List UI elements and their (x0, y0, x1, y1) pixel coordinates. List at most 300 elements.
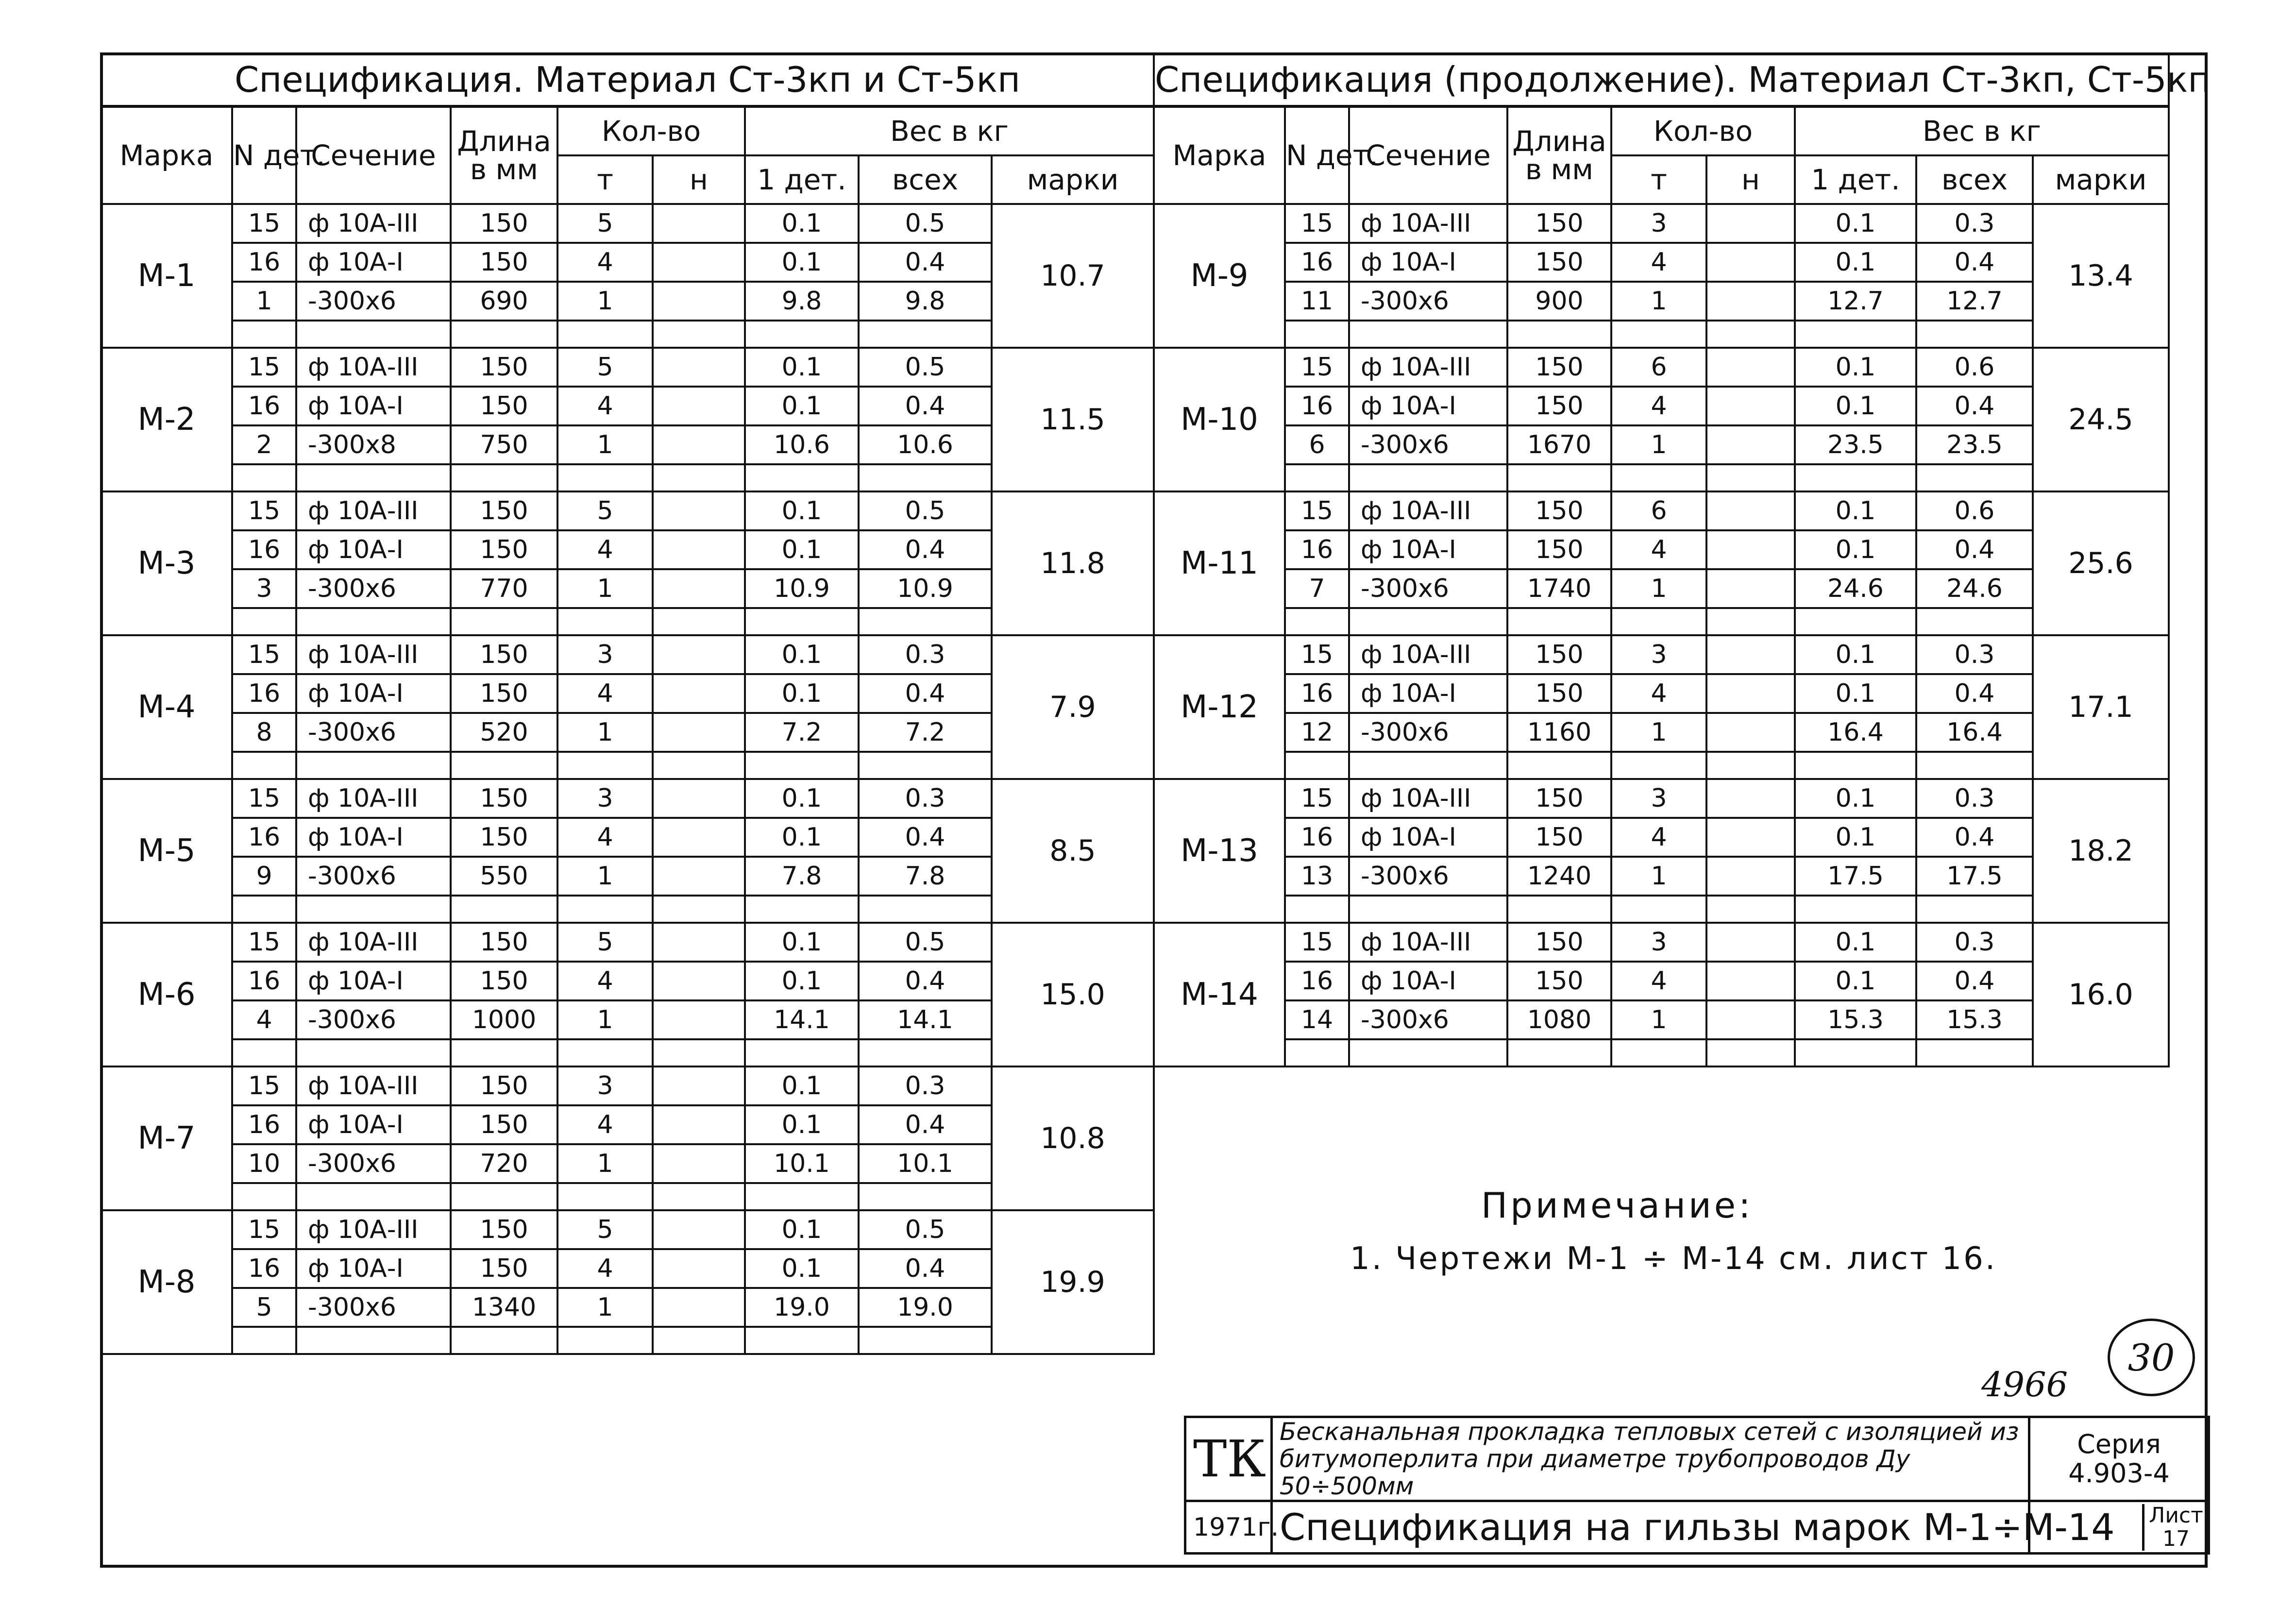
table-row (101, 779, 1154, 818)
weight-all-cell: 0.3 (1916, 635, 2033, 674)
section-cell: ф 10А-I (1349, 243, 1507, 282)
section-cell: ф 10А-III (1349, 491, 1507, 530)
weight-all-cell: 0.4 (859, 674, 992, 713)
empty-cell (296, 752, 451, 779)
qty-t-cell: 1 (1611, 425, 1706, 464)
mark-cell: М-3 (101, 491, 232, 635)
empty-cell (232, 896, 296, 923)
col-header-w-mark: марки (992, 155, 1154, 204)
col-header-length: Длина в мм (1507, 106, 1611, 204)
empty-cell (1349, 321, 1507, 348)
table-row (101, 923, 1154, 962)
empty-cell (1349, 752, 1507, 779)
weight-all-cell: 0.4 (1916, 243, 2033, 282)
empty-cell (451, 1039, 557, 1066)
weight-all-cell: 0.4 (859, 818, 992, 857)
col-header-mark: Марка (1154, 106, 1285, 204)
weight-one-cell: 0.1 (745, 779, 859, 818)
col-header-qty-n: н (653, 155, 745, 204)
qty-n-cell (1706, 348, 1795, 387)
empty-cell (1285, 321, 1349, 348)
weight-one-cell: 10.9 (745, 569, 859, 608)
empty-cell (1507, 896, 1611, 923)
weight-all-cell: 0.5 (859, 204, 992, 243)
qty-t-cell: 4 (1611, 387, 1706, 425)
section-cell: -300x6 (296, 713, 451, 752)
mark-cell: М-5 (101, 779, 232, 923)
section-cell: ф 10А-III (296, 779, 451, 818)
qty-t-cell: 1 (1611, 282, 1706, 321)
detail-number-cell: 16 (232, 530, 296, 569)
empty-cell (557, 1039, 653, 1066)
section-cell: ф 10А-III (1349, 348, 1507, 387)
title-block (1184, 1416, 2210, 1555)
empty-cell (859, 608, 992, 635)
section-cell: ф 10А-I (296, 1249, 451, 1288)
section-cell: ф 10А-III (296, 635, 451, 674)
detail-number-cell: 8 (232, 713, 296, 752)
empty-cell (745, 608, 859, 635)
section-cell: ф 10А-III (1349, 635, 1507, 674)
empty-cell (451, 608, 557, 635)
qty-t-cell: 1 (557, 1144, 653, 1183)
length-cell: 150 (451, 818, 557, 857)
length-cell: 1000 (451, 1000, 557, 1039)
detail-number-cell: 12 (1285, 713, 1349, 752)
qty-n-cell (653, 1066, 745, 1105)
empty-cell (1507, 608, 1611, 635)
weight-all-cell: 0.5 (859, 491, 992, 530)
section-cell: -300x6 (1349, 1000, 1507, 1039)
empty-cell (745, 1039, 859, 1066)
circled-page-number (2108, 1319, 2195, 1396)
weight-all-cell: 0.3 (1916, 204, 2033, 243)
empty-cell (745, 1327, 859, 1354)
detail-number-cell: 16 (232, 962, 296, 1000)
qty-t-cell: 4 (557, 1105, 653, 1144)
weight-one-cell: 0.1 (745, 348, 859, 387)
blank-row (1154, 608, 2169, 635)
empty-cell (296, 608, 451, 635)
empty-cell (1285, 1039, 1349, 1066)
qty-t-cell: 5 (557, 491, 653, 530)
length-cell: 150 (1507, 635, 1611, 674)
length-cell: 150 (451, 1066, 557, 1105)
section-cell: ф 10А-I (1349, 674, 1507, 713)
col-header-length: Длина в мм (451, 106, 557, 204)
weight-all-cell: 24.6 (1916, 569, 2033, 608)
length-cell: 150 (1507, 348, 1611, 387)
table-row (101, 635, 1154, 674)
empty-cell (1916, 464, 2033, 491)
spec-table-left (100, 52, 1155, 1355)
weight-one-cell: 7.2 (745, 713, 859, 752)
length-cell: 900 (1507, 282, 1611, 321)
length-cell: 770 (451, 569, 557, 608)
weight-one-cell: 0.1 (1795, 674, 1916, 713)
col-header-qty: Кол-во (1611, 106, 1795, 155)
empty-cell (859, 464, 992, 491)
weight-one-cell: 0.1 (1795, 243, 1916, 282)
empty-cell (653, 1183, 745, 1210)
qty-t-cell: 4 (1611, 818, 1706, 857)
section-cell: ф 10А-I (296, 243, 451, 282)
detail-number-cell: 15 (1285, 779, 1349, 818)
blank-row (1154, 321, 2169, 348)
table-row (1154, 282, 2169, 321)
left-table-title: Спецификация. Материал Ст-3кп и Ст-5кп (101, 53, 1154, 106)
empty-cell (1795, 608, 1916, 635)
section-cell: ф 10А-III (296, 1066, 451, 1105)
qty-t-cell: 4 (557, 818, 653, 857)
empty-cell (653, 608, 745, 635)
weight-one-cell: 0.1 (745, 491, 859, 530)
detail-number-cell: 1 (232, 282, 296, 321)
section-cell: -300x6 (1349, 282, 1507, 321)
length-cell: 1670 (1507, 425, 1611, 464)
qty-n-cell (1706, 204, 1795, 243)
empty-cell (1706, 896, 1795, 923)
mark-cell: М-8 (101, 1210, 232, 1354)
empty-cell (451, 1183, 557, 1210)
weight-all-cell: 0.6 (1916, 491, 2033, 530)
weight-all-cell: 0.4 (1916, 387, 2033, 425)
stamp-blank-cell (2030, 1504, 2144, 1551)
length-cell: 150 (1507, 923, 1611, 962)
detail-number-cell: 15 (1285, 491, 1349, 530)
weight-all-cell: 19.0 (859, 1288, 992, 1327)
empty-cell (1611, 321, 1706, 348)
stamp-series (2029, 1417, 2209, 1501)
empty-cell (232, 1183, 296, 1210)
qty-n-cell (1706, 818, 1795, 857)
qty-t-cell: 5 (557, 204, 653, 243)
weight-mark-total: 25.6 (2033, 491, 2169, 635)
weight-mark-total: 15.0 (992, 923, 1154, 1066)
empty-cell (859, 1183, 992, 1210)
qty-t-cell: 4 (1611, 674, 1706, 713)
length-cell: 1740 (1507, 569, 1611, 608)
length-cell: 150 (1507, 491, 1611, 530)
length-cell: 150 (451, 491, 557, 530)
note-title: Примечание: (1481, 1185, 1754, 1226)
qty-t-cell: 1 (1611, 569, 1706, 608)
qty-n-cell (653, 857, 745, 896)
sheet-label: Лист (2149, 1503, 2203, 1528)
qty-t-cell: 5 (557, 1210, 653, 1249)
qty-t-cell: 3 (1611, 923, 1706, 962)
weight-all-cell: 10.9 (859, 569, 992, 608)
blank-row (1154, 752, 2169, 779)
qty-n-cell (1706, 530, 1795, 569)
empty-cell (1706, 464, 1795, 491)
qty-n-cell (653, 491, 745, 530)
section-cell: -300x8 (296, 425, 451, 464)
qty-t-cell: 6 (1611, 491, 1706, 530)
qty-t-cell: 5 (557, 923, 653, 962)
qty-n-cell (1706, 425, 1795, 464)
col-header-w-one: 1 дет. (745, 155, 859, 204)
table-row (1154, 818, 2169, 857)
length-cell: 150 (451, 530, 557, 569)
length-cell: 150 (451, 387, 557, 425)
qty-t-cell: 4 (557, 962, 653, 1000)
weight-one-cell: 0.1 (1795, 779, 1916, 818)
weight-all-cell: 17.5 (1916, 857, 2033, 896)
qty-t-cell: 4 (1611, 243, 1706, 282)
stamp-year: 1971г. (1185, 1501, 1272, 1554)
series-value: 4.903-4 (2068, 1458, 2170, 1489)
qty-n-cell (1706, 569, 1795, 608)
empty-cell (1916, 752, 2033, 779)
section-cell: -300x6 (1349, 569, 1507, 608)
qty-t-cell: 4 (1611, 962, 1706, 1000)
section-cell: -300x6 (296, 1000, 451, 1039)
weight-one-cell: 7.8 (745, 857, 859, 896)
detail-number-cell: 14 (1285, 1000, 1349, 1039)
qty-t-cell: 1 (557, 569, 653, 608)
section-cell: ф 10А-III (296, 204, 451, 243)
empty-cell (232, 321, 296, 348)
weight-all-cell: 10.1 (859, 1144, 992, 1183)
col-header-w-all: всех (1916, 155, 2033, 204)
qty-n-cell (653, 569, 745, 608)
qty-n-cell (653, 779, 745, 818)
qty-t-cell: 4 (557, 674, 653, 713)
weight-all-cell: 0.6 (1916, 348, 2033, 387)
mark-cell: М-14 (1154, 923, 1285, 1066)
weight-mark-total: 10.8 (992, 1066, 1154, 1210)
detail-number-cell: 15 (1285, 635, 1349, 674)
empty-cell (1916, 321, 2033, 348)
table-row (1154, 635, 2169, 674)
empty-cell (745, 1183, 859, 1210)
empty-cell (296, 321, 451, 348)
empty-cell (557, 1183, 653, 1210)
empty-cell (859, 1039, 992, 1066)
empty-cell (745, 752, 859, 779)
weight-one-cell: 0.1 (745, 530, 859, 569)
table-row (101, 204, 1154, 243)
empty-cell (1507, 752, 1611, 779)
empty-cell (557, 1327, 653, 1354)
length-cell: 150 (1507, 962, 1611, 1000)
detail-number-cell: 16 (1285, 962, 1349, 1000)
empty-cell (1916, 1039, 2033, 1066)
weight-one-cell: 0.1 (745, 1249, 859, 1288)
weight-all-cell: 0.4 (1916, 674, 2033, 713)
series-label: Серия (2077, 1429, 2161, 1459)
detail-number-cell: 15 (1285, 348, 1349, 387)
detail-number-cell: 6 (1285, 425, 1349, 464)
section-cell: -300x6 (1349, 713, 1507, 752)
empty-cell (1795, 321, 1916, 348)
mark-cell: М-4 (101, 635, 232, 779)
weight-one-cell: 0.1 (1795, 530, 1916, 569)
empty-cell (451, 752, 557, 779)
empty-cell (1349, 608, 1507, 635)
empty-cell (1285, 464, 1349, 491)
detail-number-cell: 10 (232, 1144, 296, 1183)
qty-n-cell (653, 674, 745, 713)
qty-n-cell (1706, 387, 1795, 425)
handwritten-code: 4966 (1981, 1365, 2068, 1405)
weight-all-cell: 12.7 (1916, 282, 2033, 321)
weight-all-cell: 0.3 (859, 1066, 992, 1105)
qty-n-cell (1706, 243, 1795, 282)
length-cell: 150 (451, 348, 557, 387)
weight-all-cell: 0.4 (859, 1105, 992, 1144)
empty-cell (1795, 752, 1916, 779)
empty-cell (859, 321, 992, 348)
qty-t-cell: 4 (557, 1249, 653, 1288)
length-cell: 150 (451, 243, 557, 282)
weight-all-cell: 14.1 (859, 1000, 992, 1039)
blank-row (1154, 896, 2169, 923)
section-cell: ф 10А-I (296, 818, 451, 857)
weight-all-cell: 9.8 (859, 282, 992, 321)
col-header-qty-t: т (1611, 155, 1706, 204)
empty-cell (296, 1327, 451, 1354)
weight-one-cell: 0.1 (1795, 818, 1916, 857)
weight-one-cell: 0.1 (745, 1105, 859, 1144)
length-cell: 150 (451, 779, 557, 818)
weight-all-cell: 0.4 (859, 243, 992, 282)
table-row (101, 1210, 1154, 1249)
stamp-description: Бесканальная прокладка тепловых сетей с изоляцией из битумоперлита при диаметре трубопроводов Ду 50÷500мм (1272, 1417, 2029, 1501)
qty-n-cell (1706, 779, 1795, 818)
detail-number-cell: 16 (1285, 674, 1349, 713)
length-cell: 150 (1507, 674, 1611, 713)
weight-mark-total: 8.5 (992, 779, 1154, 923)
weight-one-cell: 0.1 (1795, 962, 1916, 1000)
length-cell: 520 (451, 713, 557, 752)
empty-cell (557, 608, 653, 635)
empty-cell (1611, 896, 1706, 923)
detail-number-cell: 9 (232, 857, 296, 896)
qty-t-cell: 6 (1611, 348, 1706, 387)
length-cell: 720 (451, 1144, 557, 1183)
detail-number-cell: 16 (232, 1105, 296, 1144)
weight-one-cell: 0.1 (1795, 923, 1916, 962)
qty-n-cell (653, 1288, 745, 1327)
empty-cell (653, 1039, 745, 1066)
empty-cell (1285, 608, 1349, 635)
weight-one-cell: 0.1 (745, 674, 859, 713)
detail-number-cell: 16 (232, 818, 296, 857)
empty-cell (653, 1327, 745, 1354)
length-cell: 150 (451, 1249, 557, 1288)
weight-all-cell: 0.4 (859, 1249, 992, 1288)
weight-mark-total: 13.4 (2033, 204, 2169, 348)
weight-mark-total: 10.7 (992, 204, 1154, 348)
weight-one-cell: 23.5 (1795, 425, 1916, 464)
length-cell: 150 (1507, 779, 1611, 818)
section-cell: -300x6 (296, 1288, 451, 1327)
empty-cell (1611, 1039, 1706, 1066)
empty-cell (859, 896, 992, 923)
empty-cell (557, 896, 653, 923)
empty-cell (1795, 1039, 1916, 1066)
empty-cell (653, 752, 745, 779)
detail-number-cell: 4 (232, 1000, 296, 1039)
table-row (101, 348, 1154, 387)
weight-all-cell: 10.6 (859, 425, 992, 464)
empty-cell (653, 464, 745, 491)
weight-one-cell: 10.1 (745, 1144, 859, 1183)
section-cell: ф 10А-I (1349, 387, 1507, 425)
mark-cell: М-6 (101, 923, 232, 1066)
length-cell: 690 (451, 282, 557, 321)
table-row (1154, 491, 2169, 530)
detail-number-cell: 15 (232, 204, 296, 243)
qty-n-cell (653, 425, 745, 464)
empty-cell (557, 464, 653, 491)
weight-one-cell: 0.1 (745, 243, 859, 282)
col-header-section: Сечение (1349, 106, 1507, 204)
detail-number-cell: 15 (232, 491, 296, 530)
length-cell: 150 (451, 1210, 557, 1249)
length-cell: 1080 (1507, 1000, 1611, 1039)
detail-number-cell: 15 (232, 1210, 296, 1249)
col-header-weight: Вес в кг (745, 106, 1154, 155)
qty-t-cell: 4 (557, 387, 653, 425)
col-header-qty-t: т (557, 155, 653, 204)
qty-t-cell: 3 (557, 1066, 653, 1105)
mark-cell: М-9 (1154, 204, 1285, 348)
qty-n-cell (653, 962, 745, 1000)
empty-cell (557, 752, 653, 779)
weight-one-cell: 0.1 (745, 387, 859, 425)
col-header-weight: Вес в кг (1795, 106, 2169, 155)
qty-t-cell: 5 (557, 348, 653, 387)
mark-cell: М-11 (1154, 491, 1285, 635)
length-cell: 150 (1507, 530, 1611, 569)
section-cell: ф 10А-III (1349, 779, 1507, 818)
stamp-sheet-cell (2029, 1501, 2209, 1554)
table-row (1154, 243, 2169, 282)
table-row (1154, 857, 2169, 896)
empty-cell (1285, 896, 1349, 923)
weight-one-cell: 0.1 (745, 1210, 859, 1249)
detail-number-cell: 15 (1285, 204, 1349, 243)
weight-one-cell: 24.6 (1795, 569, 1916, 608)
weight-one-cell: 0.1 (745, 818, 859, 857)
length-cell: 150 (1507, 204, 1611, 243)
weight-one-cell: 9.8 (745, 282, 859, 321)
weight-all-cell: 0.5 (859, 923, 992, 962)
detail-number-cell: 16 (1285, 387, 1349, 425)
stamp-document-title: Спецификация на гильзы марок М-1÷М-14 (1272, 1501, 2029, 1554)
qty-t-cell: 4 (557, 243, 653, 282)
col-header-qty-n: н (1706, 155, 1795, 204)
empty-cell (1795, 896, 1916, 923)
length-cell: 150 (451, 204, 557, 243)
weight-one-cell: 0.1 (745, 923, 859, 962)
weight-one-cell: 15.3 (1795, 1000, 1916, 1039)
empty-cell (232, 464, 296, 491)
length-cell: 1240 (1507, 857, 1611, 896)
length-cell: 150 (451, 674, 557, 713)
qty-t-cell: 3 (1611, 204, 1706, 243)
section-cell: -300x6 (296, 1144, 451, 1183)
section-cell: -300x6 (296, 569, 451, 608)
weight-all-cell: 0.3 (859, 779, 992, 818)
detail-number-cell: 16 (232, 1249, 296, 1288)
detail-number-cell: 3 (232, 569, 296, 608)
empty-cell (745, 321, 859, 348)
col-header-mark: Марка (101, 106, 232, 204)
